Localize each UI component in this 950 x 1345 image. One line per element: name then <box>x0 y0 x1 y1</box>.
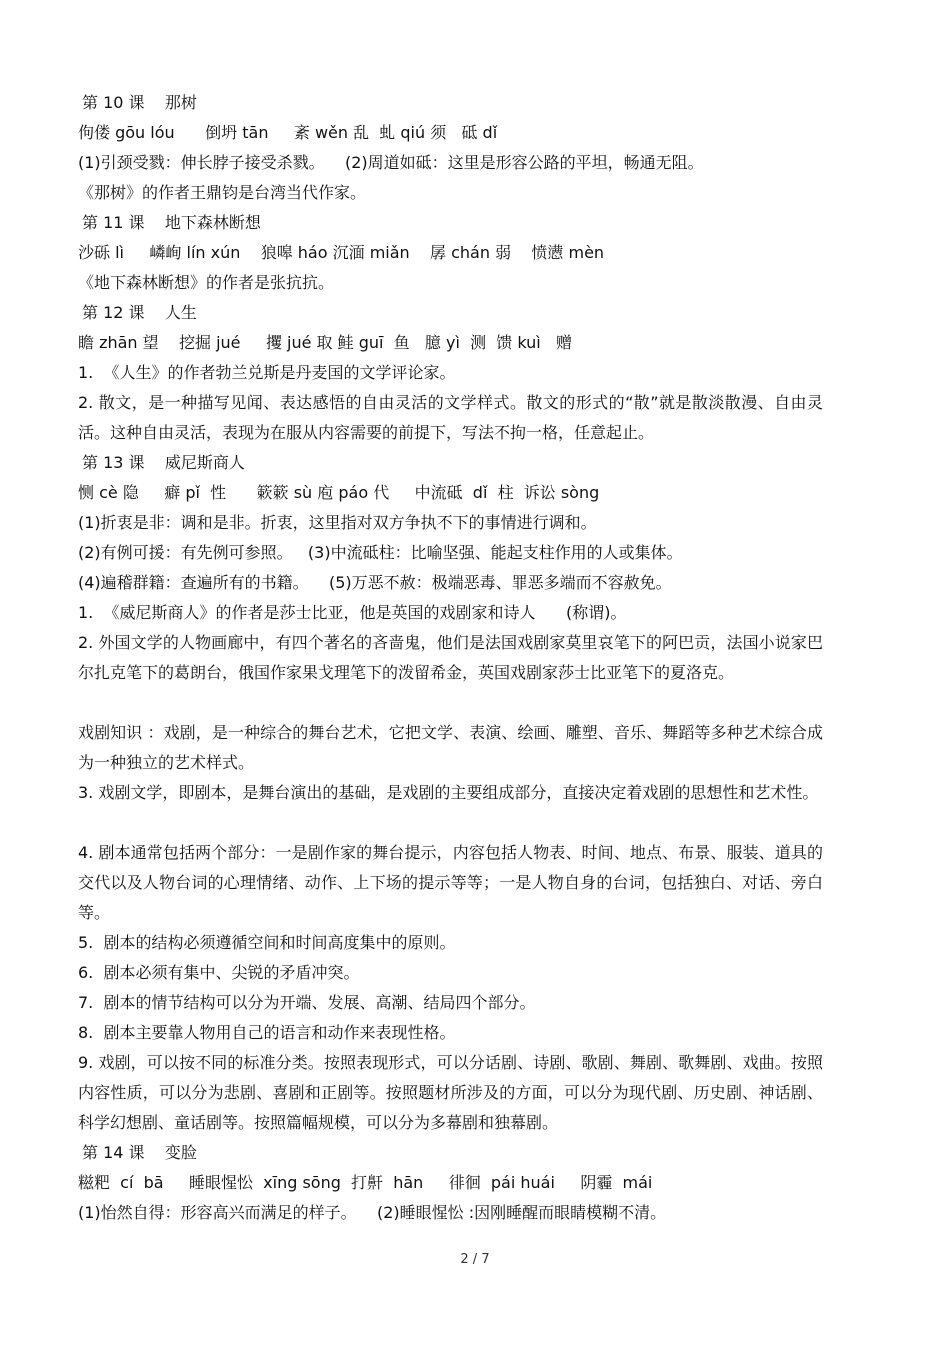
document-page <box>78 88 823 1228</box>
text-line: 1. 《人生》的作者勃兰兑斯是丹麦国的文学评论家。 <box>78 363 456 382</box>
text-line: 《地下森林断想》的作者是张抗抗。 <box>78 273 335 292</box>
paragraph: 2. 外国文学的人物画廊中，有四个著名的吝啬鬼，他们是法国戏剧家莫里哀笔下的阿巴贡，法国小说家巴尔扎克笔下的葛朗台，俄国作家果戈理笔下的泼留希金，英国戏剧家莎士比亚笔下的夏洛克。 <box>78 633 823 682</box>
text-line: 5. 剧本的结构必须遵循空间和时间高度集中的原则。 <box>78 933 456 952</box>
text-line: 8. 剧本主要靠人物用自己的语言和动作来表现性格。 <box>78 1023 456 1042</box>
paragraph: 4. 剧本通常包括两个部分：一是剧作家的舞台提示，内容包括人物表、时间、地点、布景、服装、道具的交代以及人物台词的心理情绪、动作、上下场的提示等等；一是人物自身的台词，包括独白、对话、旁白等。 <box>78 843 823 922</box>
text-line: 恻 cè 隐 癖 pǐ 性 簌簌 sù 庖 páo 代 中流砥 dǐ 柱 诉讼 sòng <box>78 483 600 502</box>
paragraph: 3. 戏剧文学，即剧本，是舞台演出的基础，是戏剧的主要组成部分，直接决定着戏剧的思想性和艺术性。 <box>78 783 819 802</box>
text-line: 沙砾 lì 嶙峋 lín xún 狼嗥 háo 沉湎 miǎn 孱 chán 弱 愤懑 mèn <box>78 243 605 262</box>
text-line: 糍粑 cí bā 睡眼惺忪 xīng sōng 打鼾 hān 徘徊 pái huái 阴霾 mái <box>78 1173 653 1192</box>
lesson-heading: 第 11 课 地下森林断想 <box>82 213 261 232</box>
text-line: 《那树》的作者王鼎钧是台湾当代作家。 <box>78 183 367 202</box>
lesson-heading: 第 12 课 人生 <box>82 303 197 322</box>
text-line: 1. 《威尼斯商人》的作者是莎士比亚，他是英国的戏剧家和诗人 (称谓)。 <box>78 603 627 622</box>
text-line: (1)引颈受戮：伸长脖子接受杀戮。 (2)周道如砥：这里是形容公路的平坦，畅通无阻。 <box>78 153 704 172</box>
text-line: 瞻 zhān 望 挖掘 jué 攫 jué 取 鲑 guī 鱼 臆 yì 测 馈 kuì 赠 <box>78 333 572 352</box>
lesson-heading: 第 10 课 那树 <box>82 93 197 112</box>
text-line: 7. 剧本的情节结构可以分为开端、发展、高潮、结局四个部分。 <box>78 993 536 1012</box>
text-line: (1)怡然自得：形容高兴而满足的样子。 (2)睡眼惺忪 :因刚睡醒而眼睛模糊不清。 <box>78 1203 667 1222</box>
text-line: (1)折衷是非：调和是非。折衷，这里指对双方争执不下的事情进行调和。 <box>78 513 597 532</box>
text-line: 6. 剧本必须有集中、尖锐的矛盾冲突。 <box>78 963 360 982</box>
lesson-heading: 第 13 课 威尼斯商人 <box>82 453 245 472</box>
page-number: 2 / 7 <box>460 1252 490 1267</box>
paragraph: 戏剧知识 ：戏剧，是一种综合的舞台艺术，它把文学、表演、绘画、雕塑、音乐、舞蹈等多种艺术综合成为一种独立的艺术样式。 <box>78 723 823 772</box>
text-line: (2)有例可援：有先例可参照。 (3)中流砥柱：比喻坚强、能起支柱作用的人或集体。 <box>78 543 683 562</box>
text-line: (4)遍稽群籍：查遍所有的书籍。 (5)万恶不赦：极端恶毒、罪恶多端而不容赦免。 <box>78 573 672 592</box>
lesson-heading: 第 14 课 变脸 <box>82 1143 197 1162</box>
text-line: 佝偻 gōu lóu 倒坍 tān 紊 wěn 乱 虬 qiú 须 砥 dǐ <box>78 123 498 142</box>
paragraph: 2. 散文，是一种描写见闻、表达感悟的自由灵活的文学样式。散文的形式的“散”就是散淡散漫、自由灵活。这种自由灵活，表现为在服从内容需要的前提下，写法不拘一格，任意起止。 <box>78 393 823 442</box>
paragraph: 9. 戏剧，可以按不同的标准分类。按照表现形式，可以分话剧、诗剧、歌剧、舞剧、歌舞剧、戏曲。按照内容性质，可以分为悲剧、喜剧和正剧等。按照题材所涉及的方面，可以分为现代剧、历史剧、神话剧、科学幻想剧、童话剧等。按照篇幅规模，可以分为多幕剧和独幕剧。 <box>78 1053 823 1132</box>
